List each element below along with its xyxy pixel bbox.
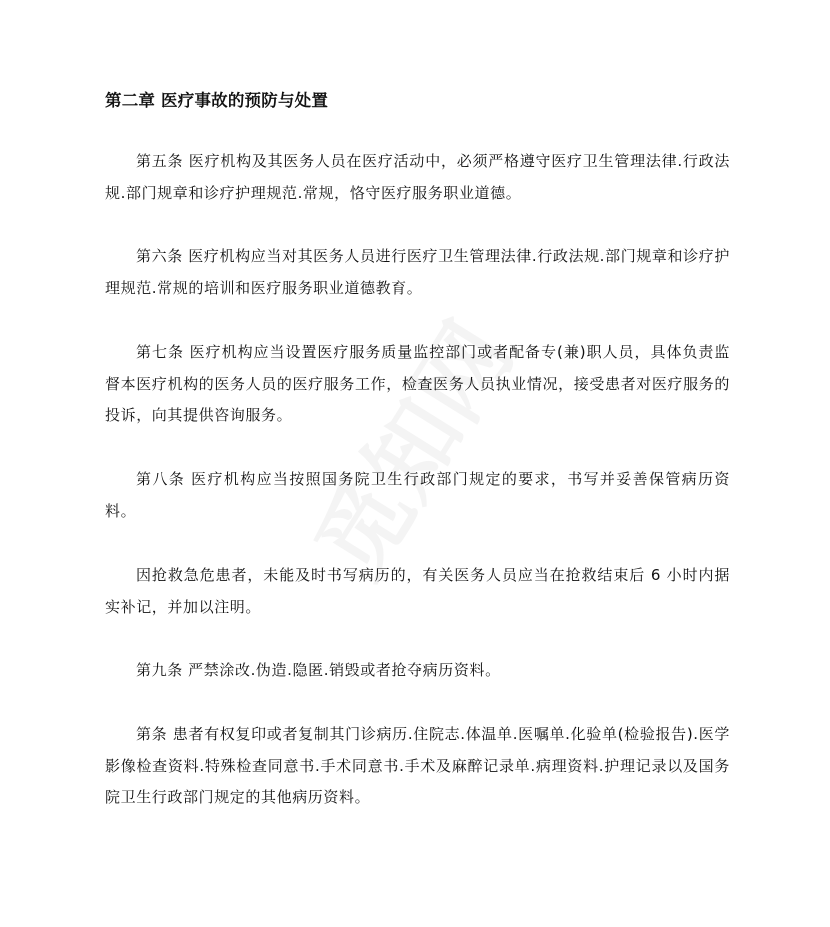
article-9: 第九条 严禁涂改.伪造.隐匿.销毁或者抢夺病历资料。 [136, 661, 501, 679]
article-6: 第六条 医疗机构应当对其医务人员进行医疗卫生管理法律.行政法规.部门规章和诊疗护理规范.常规的培训和医疗服务职业道德教育。 [105, 247, 730, 297]
article-7: 第七条 医疗机构应当设置医疗服务质量监控部门或者配备专(兼)职人员，具体负责监督本医疗机构的医务人员的医疗服务工作，检查医务人员执业情况，接受患者对医疗服务的投诉，向其提供咨询服务。 [105, 343, 730, 424]
article-8-supplement: 因抢救急危患者，未能及时书写病历的，有关医务人员应当在抢救结束后 6 小时内据实补记，并加以注明。 [105, 566, 730, 616]
chapter-title: 第二章 医疗事故的预防与处置 [105, 91, 329, 110]
article-10: 第条 患者有权复印或者复制其门诊病历.住院志.体温单.医嘱单.化验单(检验报告).医学影像检查资料.特殊检查同意书.手术同意书.手术及麻醉记录单.病理资料.护理记录以及国务院卫生行政部门规定的其他病历资料。 [105, 725, 730, 806]
article-8: 第八条 医疗机构应当按照国务院卫生行政部门规定的要求，书写并妥善保管病历资料。 [105, 470, 730, 520]
article-5: 第五条 医疗机构及其医务人员在医疗活动中，必须严格遵守医疗卫生管理法律.行政法规.部门规章和诊疗护理规范.常规，恪守医疗服务职业道德。 [105, 152, 730, 202]
